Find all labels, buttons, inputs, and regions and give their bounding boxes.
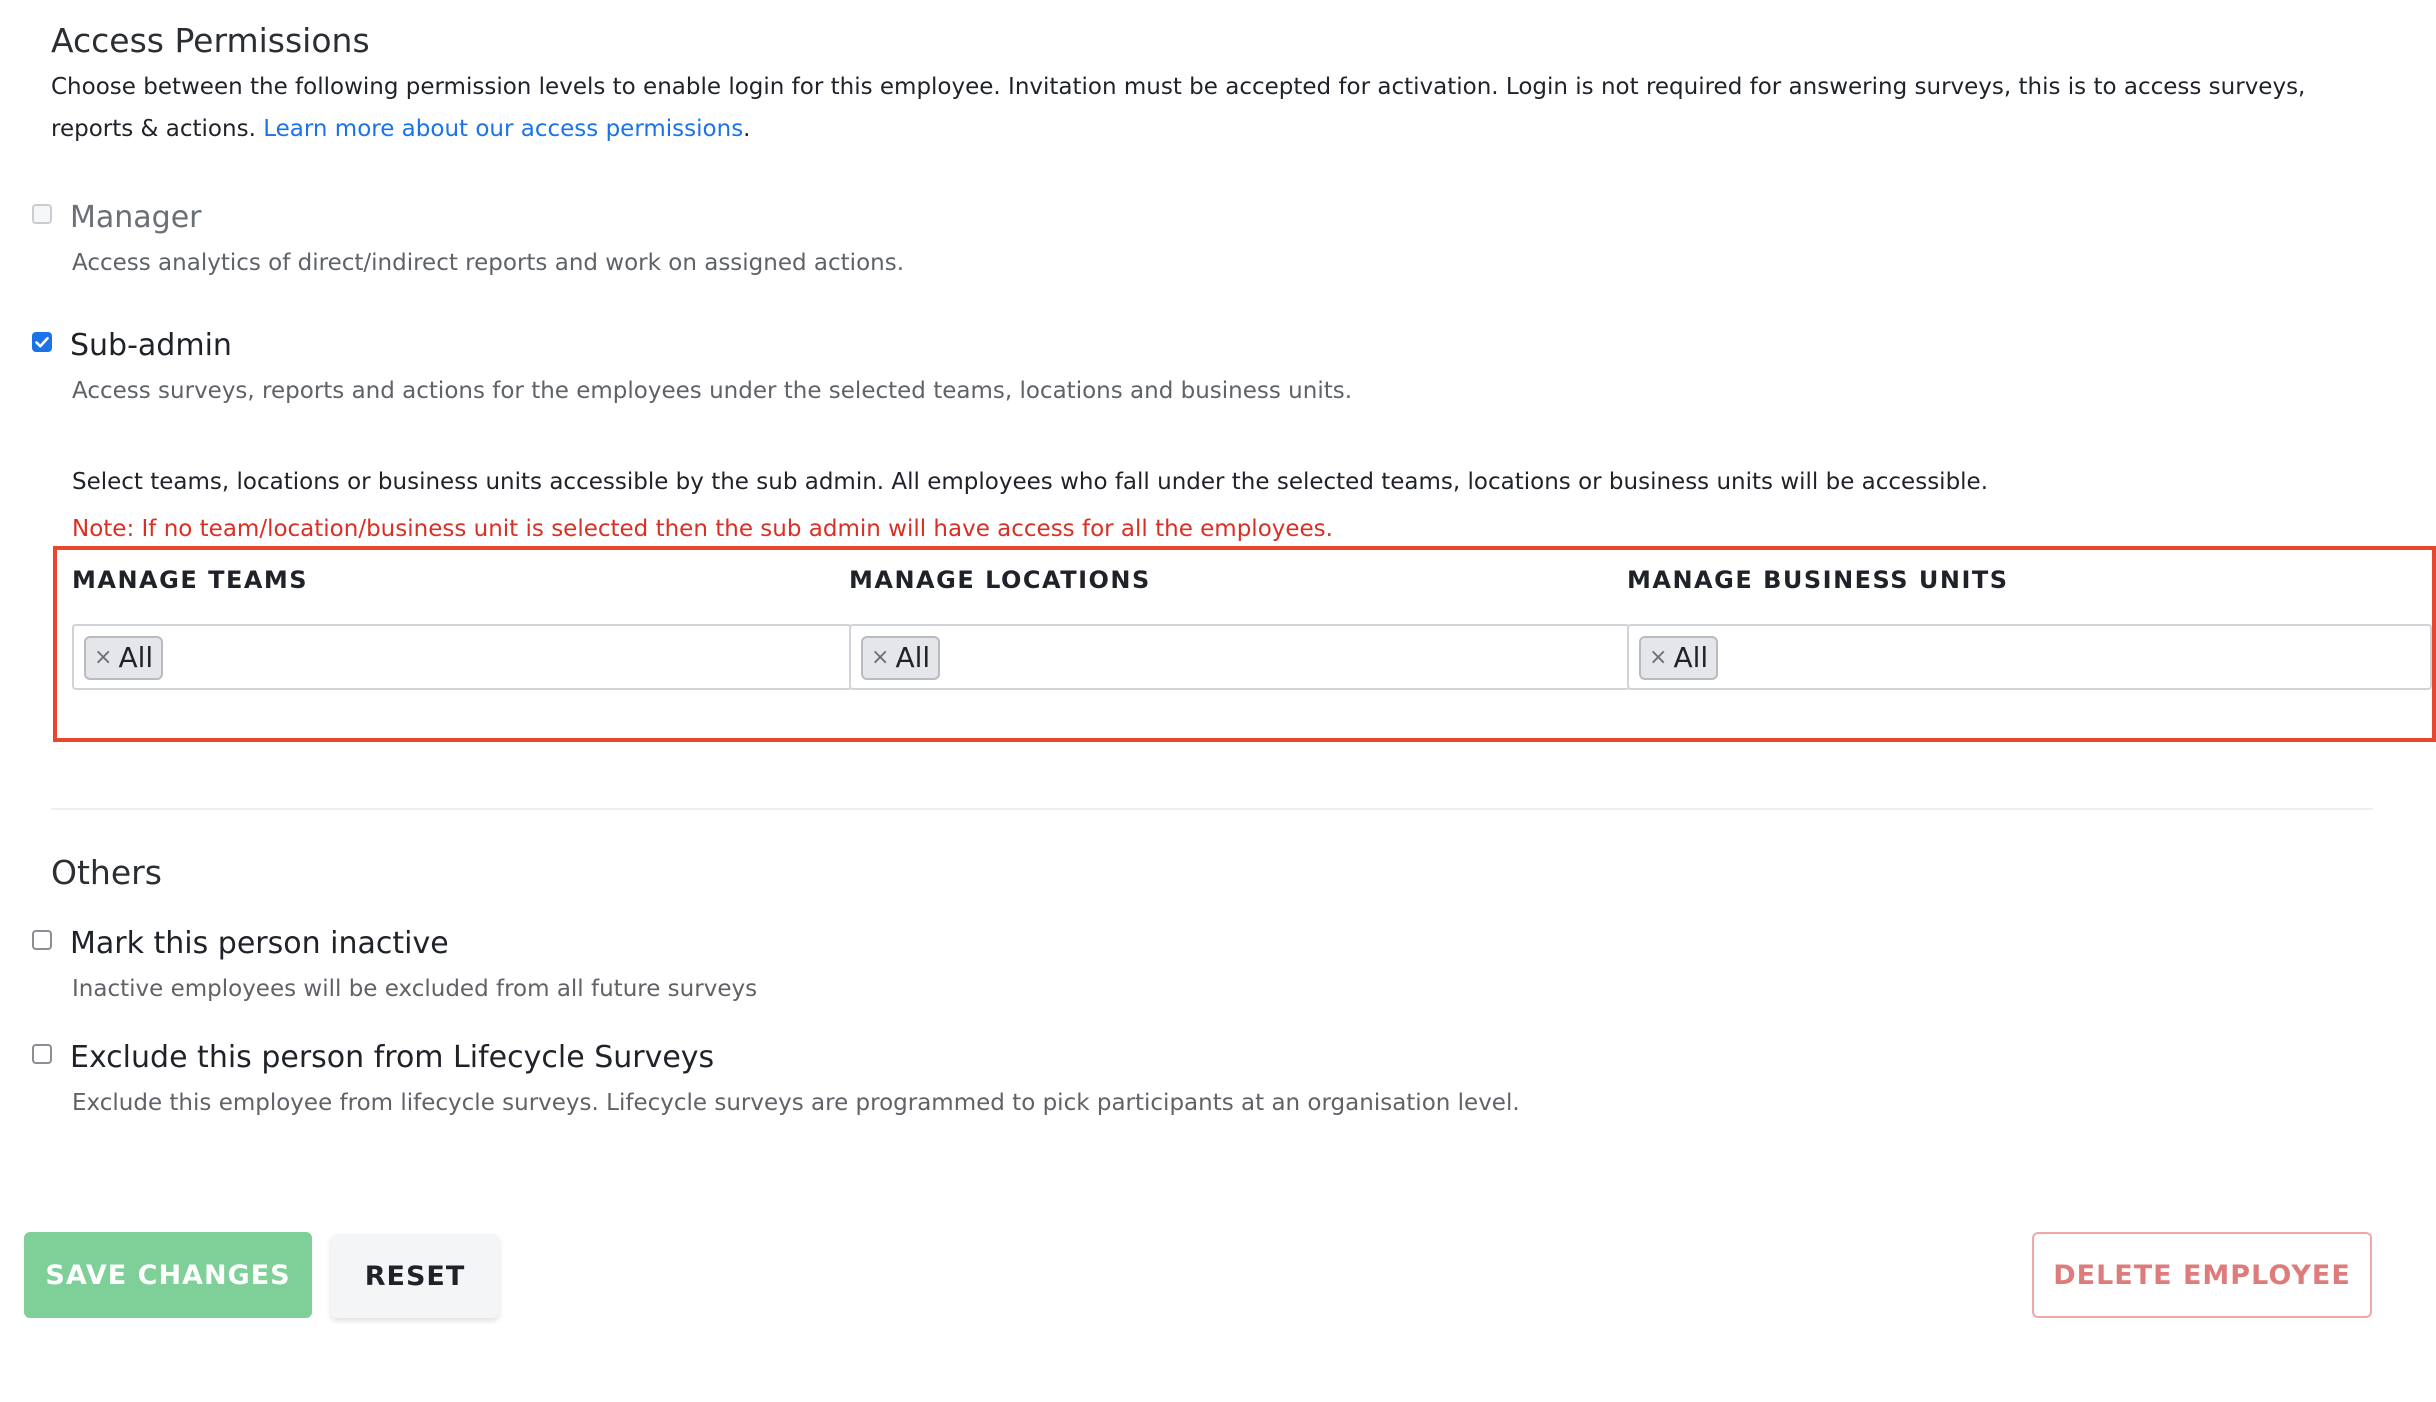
subadmin-checkbox[interactable] <box>32 332 52 352</box>
manage-teams-select[interactable] <box>72 624 852 690</box>
teams-chip-all <box>84 636 163 680</box>
remove-chip-icon[interactable]: × <box>1649 645 1668 670</box>
exclude-lifecycle-label: Exclude this person from Lifecycle Surveys <box>70 1040 715 1075</box>
inactive-checkbox[interactable] <box>32 930 52 950</box>
scope-note: Note: If no team/location/business unit is selected then the sub admin will have access for all the employees. <box>72 516 1333 542</box>
manager-checkbox[interactable] <box>32 204 52 224</box>
save-changes-button[interactable]: SAVE CHANGES <box>24 1232 312 1318</box>
remove-chip-icon[interactable]: × <box>871 645 890 670</box>
manage-locations-select[interactable] <box>849 624 1630 690</box>
manager-description: Access analytics of direct/indirect reports and work on assigned actions. <box>72 250 905 276</box>
access-permissions-title: Access Permissions <box>51 21 370 60</box>
chip-label: All <box>1673 641 1709 674</box>
chip-label: All <box>118 641 154 674</box>
manage-locations-header: MANAGE LOCATIONS <box>849 566 1151 594</box>
inactive-label: Mark this person inactive <box>70 926 449 961</box>
section-divider <box>51 808 2373 810</box>
subadmin-description: Access surveys, reports and actions for the employees under the selected teams, locations and business units. <box>72 378 1353 404</box>
inactive-description: Inactive employees will be excluded from all future surveys <box>72 976 758 1002</box>
manage-teams-header: MANAGE TEAMS <box>72 566 309 594</box>
locations-chip-all <box>861 636 940 680</box>
subadmin-label: Sub-admin <box>70 328 232 363</box>
chip-label: All <box>895 641 931 674</box>
business-units-chip-all <box>1639 636 1718 680</box>
scope-info: Select teams, locations or business units accessible by the sub admin. All employees who fall under the selected teams, locations or business units will be accessible. <box>72 469 1989 495</box>
remove-chip-icon[interactable]: × <box>94 645 113 670</box>
intro-end: . <box>743 116 751 142</box>
manage-business-units-header: MANAGE BUSINESS UNITS <box>1627 566 2009 594</box>
exclude-lifecycle-description: Exclude this employee from lifecycle surveys. Lifecycle surveys are programmed to pick participants at an organisation level. <box>72 1090 1520 1116</box>
exclude-lifecycle-checkbox[interactable] <box>32 1044 52 1064</box>
manager-label: Manager <box>70 200 202 235</box>
learn-more-link[interactable]: Learn more about our access permissions <box>263 116 744 142</box>
others-title: Others <box>51 853 162 892</box>
delete-employee-button[interactable]: DELETE EMPLOYEE <box>2032 1232 2372 1318</box>
checkmark-icon <box>32 332 52 352</box>
access-permissions-intro <box>51 66 2381 150</box>
reset-button[interactable]: RESET <box>331 1234 499 1318</box>
intro-text: Choose between the following permission levels to enable login for this employee. Invitation must be accepted for activation. Login is not required for answering surveys, this is to access surveys, reports & actions. <box>51 74 2306 142</box>
manage-business-units-select[interactable] <box>1627 624 2432 690</box>
